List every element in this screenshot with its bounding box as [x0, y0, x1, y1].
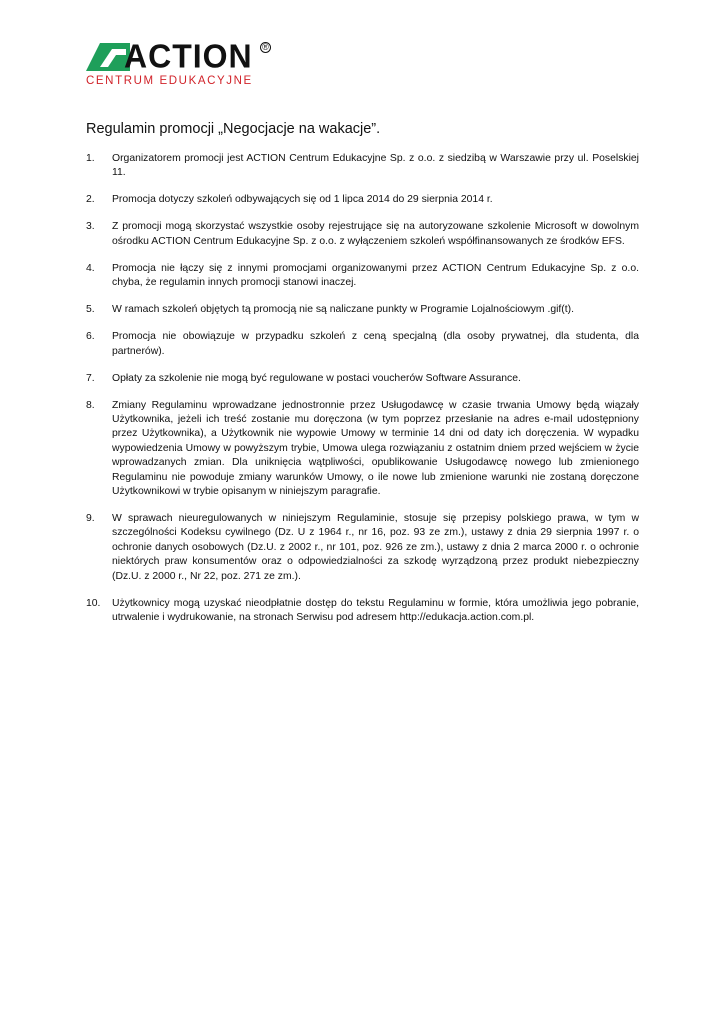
term-item: [86, 193, 639, 207]
terms-list: [86, 152, 639, 638]
term-number: 8.: [86, 399, 95, 411]
term-text: Opłaty za szkolenie nie mogą być regulowane w postaci voucherów Software Assurance.: [112, 372, 521, 384]
document-title: Regulamin promocji „Negocjacje na wakacje”.: [86, 121, 381, 137]
term-number: 3.: [86, 221, 95, 233]
term-text: Organizatorem promocji jest ACTION Centrum Edukacyjne Sp. z o.o. z siedzibą w Warszawie przy ul. Poselskiej 11.: [112, 153, 639, 179]
term-text: W sprawach nieuregulowanych w niniejszym Regulaminie, stosuje się przepisy polskiego prawa, w tym w szczególności Kodeksu cywilnego (Dz. U z 1964 r., nr 16, poz. 93 ze zm.), ustawy z dnia 29 sierpnia 1997 r. o ochronie danych osobowych (Dz.U. z 2002 r., nr 101, poz. 926 ze zm.), ustawy z dnia 2 marca 2000 r. o ochronie niektórych praw konsumentów oraz o odpowiedzialności za szkodę wyrządzoną przez produkt niebezpieczny (Dz.U. z 2000 r., Nr 22, poz. 271 ze zm.).: [112, 513, 639, 582]
term-number: 4.: [86, 262, 95, 274]
term-number: 2.: [86, 194, 95, 206]
term-item: [86, 152, 639, 181]
term-text: Promocja nie obowiązuje w przypadku szkoleń z ceną specjalną (dla osoby prywatnej, dla studenta, dla partnerów).: [112, 331, 639, 357]
term-text: W ramach szkoleń objętych tą promocją nie są naliczane punkty w Programie Lojalnościowym .gif(t).: [112, 304, 575, 316]
registered-mark: ®: [260, 42, 271, 53]
term-text: Promocja nie łączy się z innymi promocjami organizowanymi przez ACTION Centrum Edukacyjne Sp. z o.o. chyba, że regulamin innych promocji stanowi inaczej.: [112, 262, 639, 289]
term-item: [86, 372, 639, 386]
logo-subtitle: CENTRUM EDUKACYJNE: [86, 75, 253, 87]
term-number: 1.: [86, 153, 95, 164]
term-number: 6.: [86, 331, 95, 343]
logo-wordmark: ACTION: [124, 37, 253, 75]
term-text: Promocja dotyczy szkoleń odbywających się od 1 lipca 2014 do 29 sierpnia 2014 r.: [112, 194, 493, 206]
term-text: Z promocji mogą skorzystać wszystkie osoby rejestrujące się na autoryzowane szkolenie Microsoft w dowolnym ośrodku ACTION Centrum Edukacyjne Sp. z o.o. z wyłączeniem szkoleń współfinansowanych ze środków EFS.: [112, 221, 639, 247]
term-number: 10.: [86, 597, 101, 609]
term-number: 7.: [86, 372, 95, 384]
term-item: [86, 512, 639, 584]
action-logo: [86, 37, 286, 92]
term-number: 5.: [86, 304, 95, 316]
term-item: [86, 399, 639, 500]
term-number: 9.: [86, 513, 95, 525]
term-item: [86, 262, 639, 291]
term-item: [86, 597, 639, 626]
term-item: [86, 220, 639, 249]
term-text: Zmiany Regulaminu wprowadzane jednostronnie przez Usługodawcę w czasie trwania Umowy będą wiązały Użytkownika, jeżeli ich treść zostanie mu doręczona (w tym poprzez przesłanie na adres e-mail udostępniony przez Użytkownika), a Użytkownik nie wypowie Umowy w terminie 14 dni od daty ich doręczenia. W wypadku wypowiedzenia Umowy w powyższym trybie, Umowa ulega rozwiązaniu z ostatnim dniem przed wejściem w życie wprowadzanych zmian. Dla uniknięcia wątpliwości, opublikowanie Usługodawcę nowego lub zmienionego Regulaminu nie powoduje zmiany warunków Umowy, o ile nowe lub zmienione warunki nie zostaną doręczone Użytkownikowi w trybie opisanym w niniejszym paragrafie.: [112, 399, 639, 498]
term-item: [86, 330, 639, 359]
term-item: [86, 303, 639, 317]
term-text: Użytkownicy mogą uzyskać nieodpłatnie dostęp do tekstu Regulaminu w formie, która umożliwia jego pobranie, utrwalenie i wydrukowanie, na stronach Serwisu pod adresem http://edukacja.action.com.pl.: [112, 597, 639, 624]
